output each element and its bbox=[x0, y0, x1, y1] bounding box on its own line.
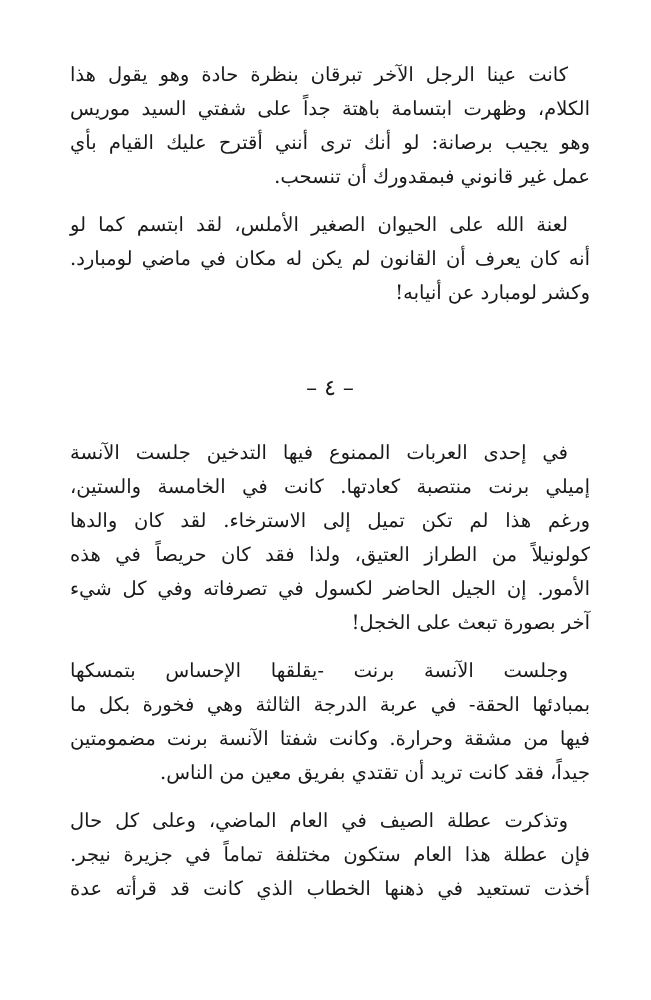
paragraph-3 bbox=[70, 436, 590, 640]
text-line: ورغم هذا لم تكن تميل إلى الاسترخاء. لقد كان والدها bbox=[70, 509, 590, 532]
text-line: إميلي برنت منتصبة كعادتها. كانت في الخامسة والستين، bbox=[70, 475, 590, 498]
text-line: بمبادئها الحقة- في عربة الدرجة الثالثة وهي فخورة بكل ما bbox=[70, 693, 590, 716]
text-line: أخذت تستعيد في ذهنها الخطاب الذي كانت قد قرأته عدة bbox=[70, 877, 590, 900]
text-line: وتذكرت عطلة الصيف في العام الماضي، وعلى كل حال bbox=[70, 809, 568, 832]
text-line: وهو يجيب برصانة: لو أنك ترى أنني أقترح عليك القيام بأي bbox=[70, 131, 590, 154]
text-line: عمل غير قانوني فبمقدورك أن تنسحب. bbox=[274, 165, 590, 188]
paragraph-5 bbox=[70, 804, 590, 906]
text-line: آخر بصورة تبعث على الخجل! bbox=[351, 611, 590, 634]
book-page bbox=[70, 58, 590, 906]
text-line: وكشر لومبارد عن أنيابه! bbox=[395, 281, 590, 304]
section-number: – ٤ – bbox=[306, 376, 354, 401]
text-line: أنه كان يعرف أن القانون لم يكن له مكان في ماضي لومبارد. bbox=[70, 247, 590, 270]
text-line: الكلام، وظهرت ابتسامة باهتة جداً على شفتي السيد موريس bbox=[70, 97, 590, 120]
text-line: لعنة الله على الحيوان الصغير الأملس، لقد ابتسم كما لو bbox=[70, 213, 568, 236]
paragraph-1 bbox=[70, 58, 590, 194]
text-line: كولونيلاً من الطراز العتيق، ولذا فقد كان حريصاً في هذه bbox=[70, 543, 590, 566]
paragraph-2 bbox=[70, 208, 590, 310]
text-line: الأمور. إن الجيل الحاضر لكسول في تصرفاته وفي كل شيء bbox=[70, 577, 590, 600]
paragraph-4 bbox=[70, 654, 590, 790]
text-line: فإن عطلة هذا العام ستكون مختلفة تماماً في جزيرة نيجر. bbox=[70, 843, 590, 866]
text-line: في إحدى العربات الممنوع فيها التدخين جلست الآنسة bbox=[70, 441, 568, 464]
text-line: جيداً، فقد كانت تريد أن تقتدي بفريق معين من الناس. bbox=[160, 761, 590, 784]
text-line: فيها من مشقة وحرارة. وكانت شفتا الآنسة برنت مضمومتين bbox=[70, 727, 590, 750]
text-line: كانت عينا الرجل الآخر تبرقان بنظرة حادة وهو يقول هذا bbox=[70, 63, 568, 86]
text-line: وجلست الآنسة برنت -يقلقها الإحساس بتمسكها bbox=[70, 659, 568, 682]
